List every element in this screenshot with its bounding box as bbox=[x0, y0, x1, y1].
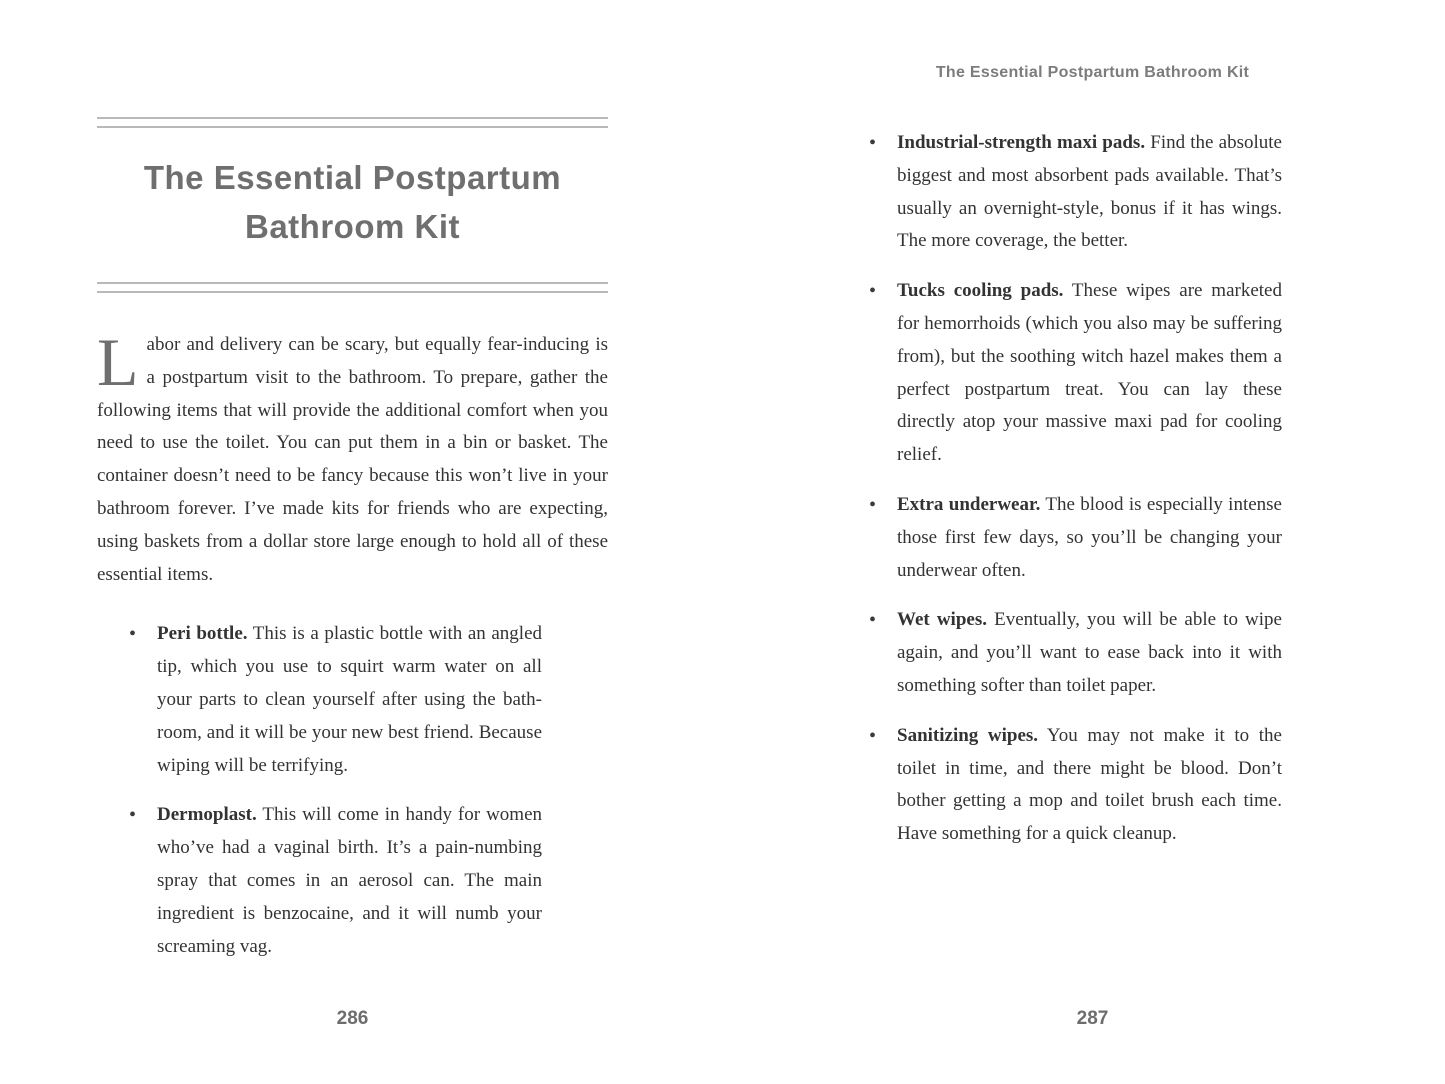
bullet-term: Industrial-strength maxi pads. bbox=[897, 132, 1146, 153]
title-rule-bottom bbox=[97, 282, 608, 293]
running-header: The Essential Postpartum Bathroom Kit bbox=[935, 64, 1250, 81]
bullet-icon: • bbox=[869, 132, 877, 154]
left-page bbox=[97, 0, 608, 1084]
list-item-peri-bottle bbox=[129, 618, 542, 782]
bullet-text bbox=[897, 489, 1282, 587]
bullet-desc: This will come in handy for women who’ve had a vaginal birth. It’s a pain-numbing spray that comes in an aerosol can. The main ingredient is benzocaine, and it will numb your screaming vag. bbox=[157, 804, 542, 957]
page-number-right: 287 bbox=[1076, 1008, 1109, 1029]
bullet-desc: Eventually, you will be able to wipe again, and you’ll want to ease back into it with something softer than toilet paper. bbox=[897, 609, 1282, 696]
page-number-left: 286 bbox=[336, 1008, 369, 1029]
chapter-title-line2: Bathroom Kit bbox=[245, 208, 460, 245]
intro-paragraph bbox=[97, 324, 608, 591]
right-bullet-list bbox=[837, 127, 1348, 851]
bullet-text bbox=[897, 127, 1282, 258]
bullet-icon: • bbox=[869, 724, 877, 747]
chapter-title-line1: The Essential Postpartum bbox=[143, 159, 562, 196]
list-item-extra-underwear bbox=[869, 489, 1282, 587]
bullet-term: Dermoplast. bbox=[157, 804, 257, 826]
bullet-term: Extra underwear. bbox=[897, 493, 1041, 515]
list-item-sanitizing-wipes bbox=[869, 720, 1282, 851]
left-bullet-list bbox=[97, 618, 608, 963]
bullet-desc: The blood is especially intense those first few days, so you’ll be changing your underwear often. bbox=[897, 493, 1282, 581]
bullet-term: Tucks cooling pads. bbox=[897, 280, 1064, 302]
list-item-maxi-pads bbox=[869, 127, 1282, 258]
bullet-desc: You may not make it to the toilet in time, and there might be blood. Don’t bother getting a mop and toilet brush each time. Have something for a quick cleanup. bbox=[897, 724, 1282, 845]
bullet-text bbox=[897, 275, 1282, 472]
bullet-term: Wet wipes. bbox=[897, 609, 987, 631]
bullet-desc: Find the absolute biggest and most absorbent pads available. That’s usually an overnight-style, bonus if it has wings. The more coverage, the better. bbox=[897, 132, 1282, 252]
bullet-text bbox=[897, 604, 1282, 702]
bullet-term: Peri bottle. bbox=[157, 623, 248, 645]
bullet-text bbox=[157, 618, 542, 782]
drop-cap: L bbox=[97, 324, 139, 400]
bullet-icon: • bbox=[869, 493, 877, 516]
title-rule-top bbox=[97, 117, 608, 128]
list-item-dermoplast bbox=[129, 799, 542, 963]
list-item-wet-wipes bbox=[869, 604, 1282, 702]
intro-text: abor and delivery can be scary, but equally fear-inducing is a postpartum visit to the bathroom. To prepare, gather the following items that will provide the additional comfort when you need to use the toilet. You can put them in a bin or basket. The container doesn’t need to be fancy because this won’t live in your bathroom forever. I’ve made kits for friends who are expecting, using baskets from a dollar store large enough to hold all of these essential items. bbox=[97, 334, 608, 585]
bullet-desc: These wipes are marketed for hemorrhoids (which you also may be suffering from), but the soothing witch hazel makes them a perfect postpartum treat. You can lay these directly atop your massive maxi pad for cooling relief. bbox=[897, 280, 1282, 466]
bullet-icon: • bbox=[129, 623, 137, 646]
bullet-icon: • bbox=[129, 804, 137, 827]
bullet-term: Sanitizing wipes. bbox=[897, 724, 1039, 746]
bullet-text bbox=[157, 799, 542, 963]
bullet-icon: • bbox=[869, 280, 877, 303]
bullet-text bbox=[897, 720, 1282, 851]
list-item-tucks-pads bbox=[869, 275, 1282, 472]
right-page bbox=[837, 0, 1348, 1084]
chapter-title bbox=[97, 153, 608, 251]
bullet-icon: • bbox=[869, 609, 877, 632]
bullet-desc: This is a plastic bottle with an angled tip, which you use to squirt warm water on all your parts to clean yourself after using the bathroom, and it will be your new best friend. Because wiping will be terrifying. bbox=[157, 623, 543, 776]
